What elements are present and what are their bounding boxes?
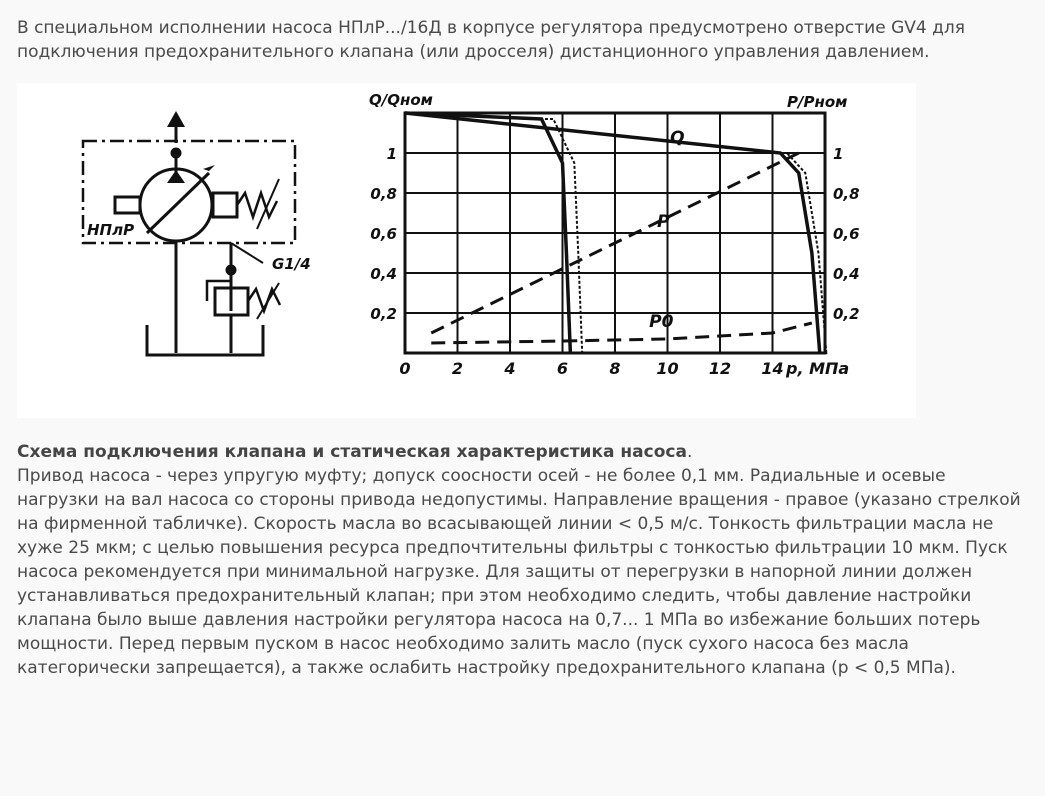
y-axis-right-ticks bbox=[833, 145, 860, 323]
x-tick: 10 bbox=[656, 359, 679, 378]
regulator-left bbox=[115, 197, 140, 213]
characteristic-chart bbox=[369, 91, 860, 378]
port-label: G1/4 bbox=[272, 255, 311, 273]
x-tick: 14 bbox=[761, 359, 784, 378]
regulator-right bbox=[213, 193, 237, 217]
y-tick-right: 0,4 bbox=[833, 265, 860, 283]
series-label-p: P bbox=[657, 212, 670, 232]
x-axis-title: p, МПа bbox=[786, 359, 850, 378]
junction-dot bbox=[172, 149, 180, 157]
series-p0-line bbox=[431, 323, 812, 343]
y-tick-right: 0,8 bbox=[833, 185, 860, 203]
y-tick-right: 0,2 bbox=[833, 305, 860, 323]
y-tick-left: 1 bbox=[386, 145, 397, 163]
y-tick-right: 0,6 bbox=[833, 225, 860, 243]
y-tick-left: 0,6 bbox=[370, 225, 397, 243]
hatch-band-high bbox=[780, 153, 826, 353]
y-axis-left-title: Q/Qном bbox=[369, 91, 433, 109]
caption-title: Схема подключения клапана и статическая характеристика насоса bbox=[17, 442, 687, 462]
x-tick: 12 bbox=[708, 359, 732, 378]
x-tick: 0 bbox=[399, 359, 411, 378]
y-axis-right-title: P/Pном bbox=[787, 93, 848, 111]
port-dot bbox=[227, 266, 235, 274]
flow-arrow-icon bbox=[167, 111, 185, 127]
series-label-p0: P0 bbox=[649, 312, 674, 332]
y-tick-left: 0,4 bbox=[370, 265, 397, 283]
figure-caption bbox=[17, 440, 1032, 464]
chart-grid bbox=[405, 113, 825, 353]
y-tick-left: 0,8 bbox=[370, 185, 397, 203]
intro-paragraph: В специальном исполнении насоса НПлР.../16Д в корпусе регулятора предусмотрено отверстие GV4 для подключения предохранительного клапана (или дросселя) дистанционного управления давлением. bbox=[17, 18, 965, 62]
y-axis-left-ticks bbox=[370, 145, 397, 323]
body-paragraph: Привод насоса - через упругую муфту; допуск соосности осей - не более 0,1 мм. Радиальные и осевые нагрузки на вал насоса со стороны привода недопустимы. Направление вращения - правое (указано стрелкой на фирменной табличке). Скорость масла во всасывающей линии < 0,5 м/с. Тонкость фильтрации масла не хуже 25 мкм; с целью повышения ресурса предпочтительны фильтры с тонкостью фильтрации 10 мкм. Пуск насоса рекомендуется при минимальной нагрузке. Для защиты от перегрузки в напорной линии должен устанавливаться предохранительный клапан; при этом необходимо следить, чтобы давление настройки клапана было выше давления настройки регулятора насоса на 0,7... 1 МПа во избежание больших потерь мощности. Перед первым пуском в насос необходимо залить масло (пуск сухого насоса без масла категорически запрещается), а также ослабить настройку предохранительного клапана (р < 0,5 МПа). bbox=[17, 466, 1021, 678]
x-tick: 6 bbox=[556, 359, 569, 378]
x-tick: 4 bbox=[504, 359, 516, 378]
x-tick: 2 bbox=[451, 359, 464, 378]
pump-label: НПлР bbox=[87, 221, 135, 239]
y-tick-right: 1 bbox=[833, 145, 844, 163]
x-tick: 8 bbox=[609, 359, 621, 378]
tank-symbol bbox=[147, 325, 263, 355]
series-label-q: Q bbox=[670, 128, 685, 148]
caption-period: . bbox=[686, 442, 693, 462]
y-tick-left: 0,2 bbox=[370, 305, 397, 323]
x-axis-ticks bbox=[399, 359, 783, 378]
figure-svg bbox=[17, 83, 916, 418]
figure-panel bbox=[17, 83, 916, 418]
